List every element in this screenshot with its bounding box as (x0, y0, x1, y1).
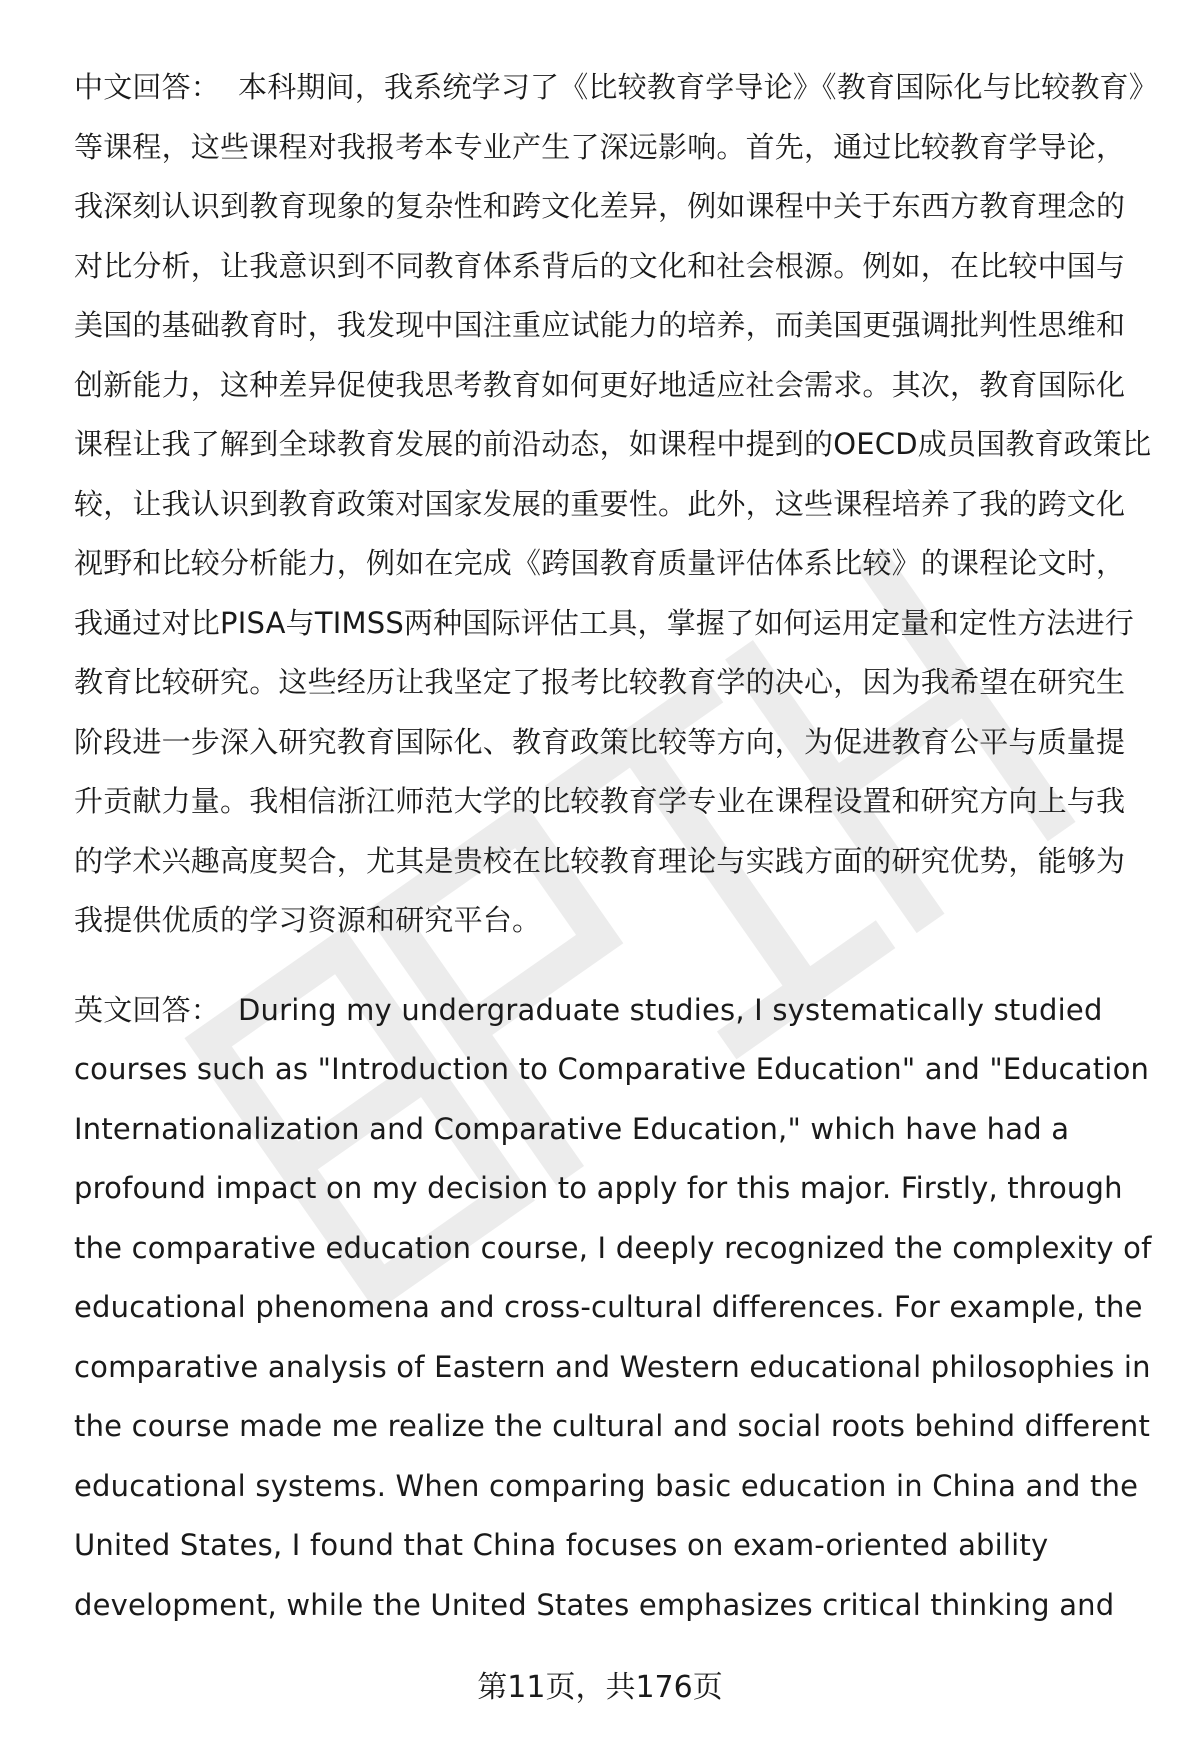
english-answer-paragraph (74, 981, 1154, 1636)
english-answer-label: 英文回答： (74, 992, 221, 1027)
chinese-answer-paragraph (74, 58, 1154, 951)
content-area (74, 58, 1154, 1635)
chinese-answer-text: 本科期间，我系统学习了《比较教育学导论》《教育国际化与比较教育》等课程，这些课程对我报考本专业产生了深远影响。首先，通过比较教育学导论，我深刻认识到教育现象的复杂性和跨文化差异，例如课程中关于东西方教育理念的对比分析，让我意识到不同教育体系背后的文化和社会根源。例如，在比较中国与美国的基础教育时，我发现中国注重应试能力的培养，而美国更强调批判性思维和创新能力，这种差异促使我思考教育如何更好地适应社会需求。其次，教育国际化课程让我了解到全球教育发展的前沿动态，如课程中提到的OECD成员国教育政策比较，让我认识到教育政策对国家发展的重要性。此外，这些课程培养了我的跨文化视野和比较分析能力，例如在完成《跨国教育质量评估体系比较》的课程论文时，我通过对比PISA与TIMSS两种国际评估工具，掌握了如何运用定量和定性方法进行教育比较研究。这些经历让我坚定了报考比较教育学的决心，因为我希望在研究生阶段进一步深入研究教育国际化、教育政策比较等方向，为促进教育公平与质量提升贡献力量。我相信浙江师范大学的比较教育学专业在课程设置和研究方向上与我的学术兴趣高度契合，尤其是贵校在比较教育理论与实践方面的研究优势，能够为我提供优质的学习资源和研究平台。 (74, 70, 1152, 937)
page-number-footer: 第11页，共176页 (477, 1670, 723, 1705)
english-answer-text: During my undergraduate studies, I systematically studied courses such as "Introduction to Comparative Education" and "Education Internationalization and Comparative Education," which have had a profound impact on my decision to apply for this major. Firstly, through the comparative education course, I deeply recognized the complexity of educational phenomena and cross-cultural differences. For example, the comparative analysis of Eastern and Western educational philosophies in the course made me realize the cultural and social roots behind different educational systems. When comparing basic education in China and the United States, I found that China focuses on exam-oriented ability development, while the United States emphasizes critical thinking and (74, 992, 1152, 1622)
chinese-answer-label: 中文回答： (74, 70, 221, 104)
